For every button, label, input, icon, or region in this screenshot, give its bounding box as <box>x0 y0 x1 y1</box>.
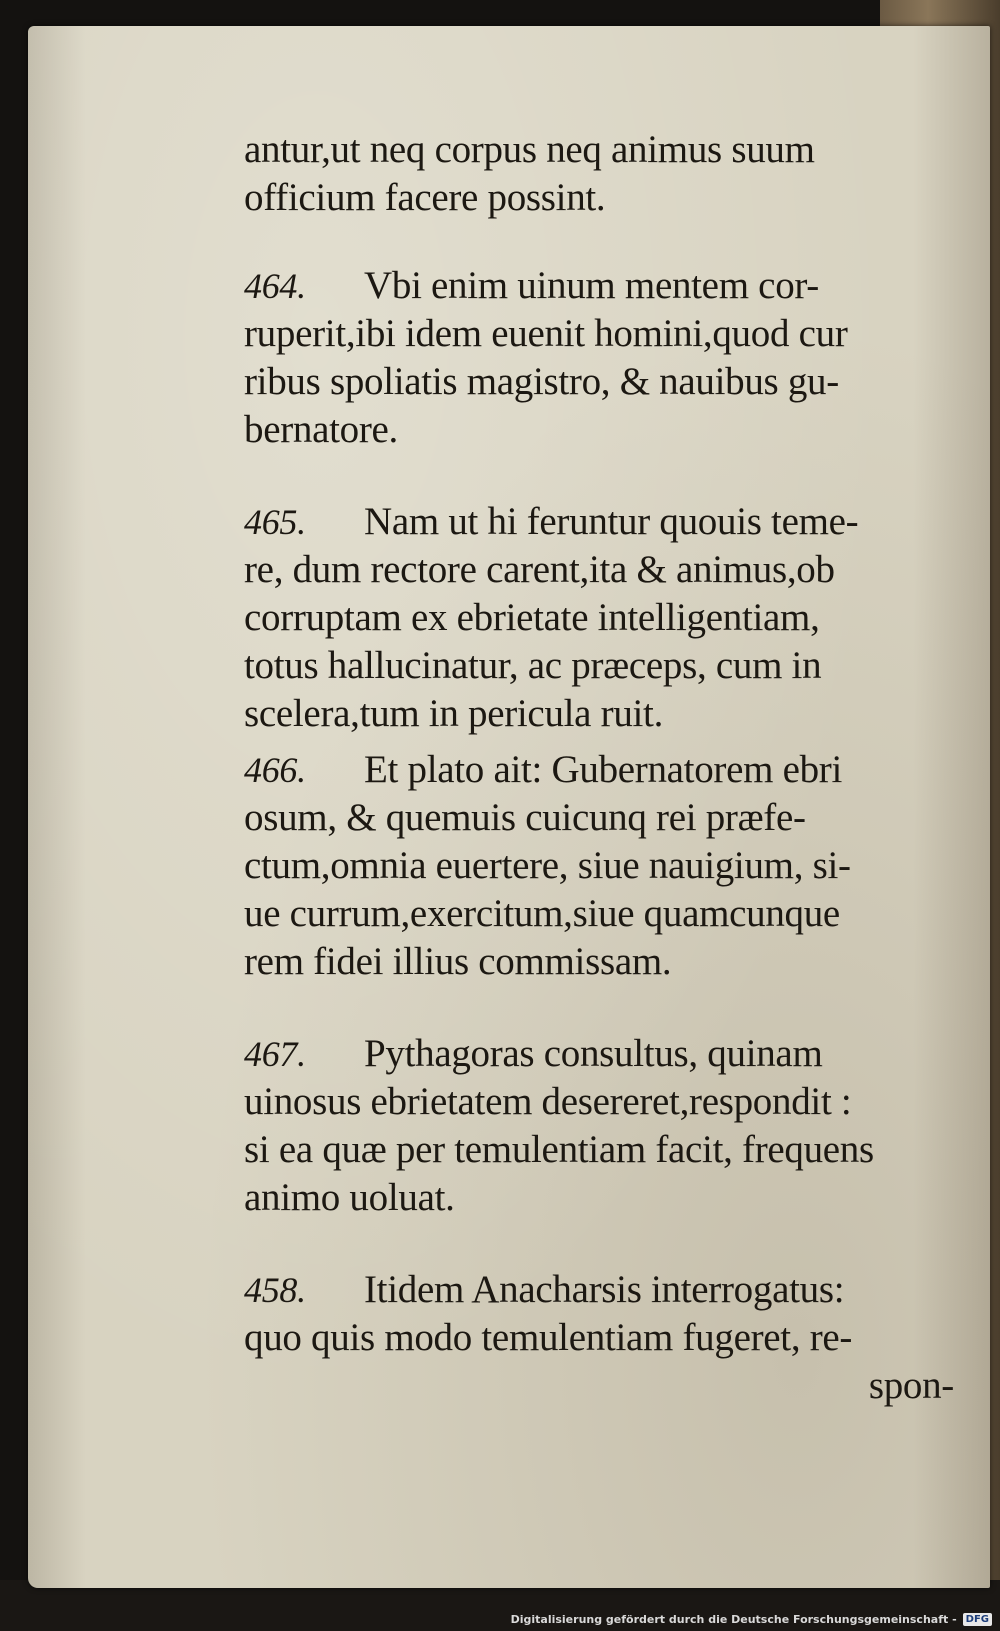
text-line: animo uoluat. <box>244 1176 455 1219</box>
text-line: quo quis modo temulentiam fugeret, re- <box>244 1316 853 1359</box>
paragraph-458 <box>244 1266 964 1410</box>
text-line: scelera,tum in pericula ruit. <box>244 692 664 735</box>
digitization-credit <box>511 1610 992 1628</box>
text-line: corruptam ex ebrietate intelligentiam, <box>244 596 820 639</box>
credit-text: Digitalisierung gefördert durch die Deutsche Forschungsgemeinschaft - <box>510 1612 957 1626</box>
paragraph-465 <box>244 498 964 738</box>
paragraph-464 <box>244 262 964 454</box>
paragraph-466 <box>244 746 964 986</box>
text-line: Itidem Anacharsis interrogatus: <box>364 1268 845 1311</box>
text-line: Nam ut hi feruntur quouis teme- <box>364 500 859 543</box>
text-line-first <box>244 746 964 794</box>
text-line: uinosus ebrietatem desereret,respondit : <box>244 1080 852 1123</box>
text-line: ctum,omnia euertere, siue nauigium, si- <box>244 844 851 887</box>
text-line: rem fidei illius commissam. <box>244 940 672 983</box>
paragraph-number: 467. <box>244 1034 306 1074</box>
catchword: spon- <box>868 1364 954 1407</box>
text-line: osum, & quemuis cuicunq rei præfe- <box>244 796 806 839</box>
text-line: si ea quæ per temulentiam facit, frequens <box>244 1128 874 1171</box>
text-line-first <box>244 262 964 310</box>
text-line: ruperit,ibi idem euenit homini,quod cur <box>244 312 848 355</box>
text-line: officium facere possint. <box>244 176 606 219</box>
text-line: Pythagoras consultus, quinam <box>364 1032 823 1075</box>
paragraph-continuation <box>244 126 964 222</box>
text-line: totus hallucinatur, ac præceps, cum in <box>244 644 822 687</box>
text-line: Vbi enim uinum mentem cor- <box>364 264 819 307</box>
text-line-first <box>244 1266 964 1314</box>
paragraph-number: 465. <box>244 502 306 542</box>
paragraph-467 <box>244 1030 964 1222</box>
text-line-first <box>244 498 964 546</box>
text-line: bernatore. <box>244 408 398 451</box>
page-text <box>244 126 964 1418</box>
text-line: ribus spoliatis magistro, & nauibus gu- <box>244 360 839 403</box>
paragraph-number: 464. <box>244 266 306 306</box>
text-line: ue currum,exercitum,siue quamcunque <box>244 892 840 935</box>
text-line: antur,ut neq corpus neq animus suum <box>244 128 815 171</box>
text-line: Et plato ait: Gubernatorem ebri <box>364 748 843 791</box>
dfg-logo-icon: DFG <box>963 1613 992 1626</box>
text-line: re, dum rectore carent,ita & animus,ob <box>244 548 835 591</box>
paragraph-number: 458. <box>244 1270 306 1310</box>
text-line-first <box>244 1030 964 1078</box>
paragraph-number: 466. <box>244 750 306 790</box>
